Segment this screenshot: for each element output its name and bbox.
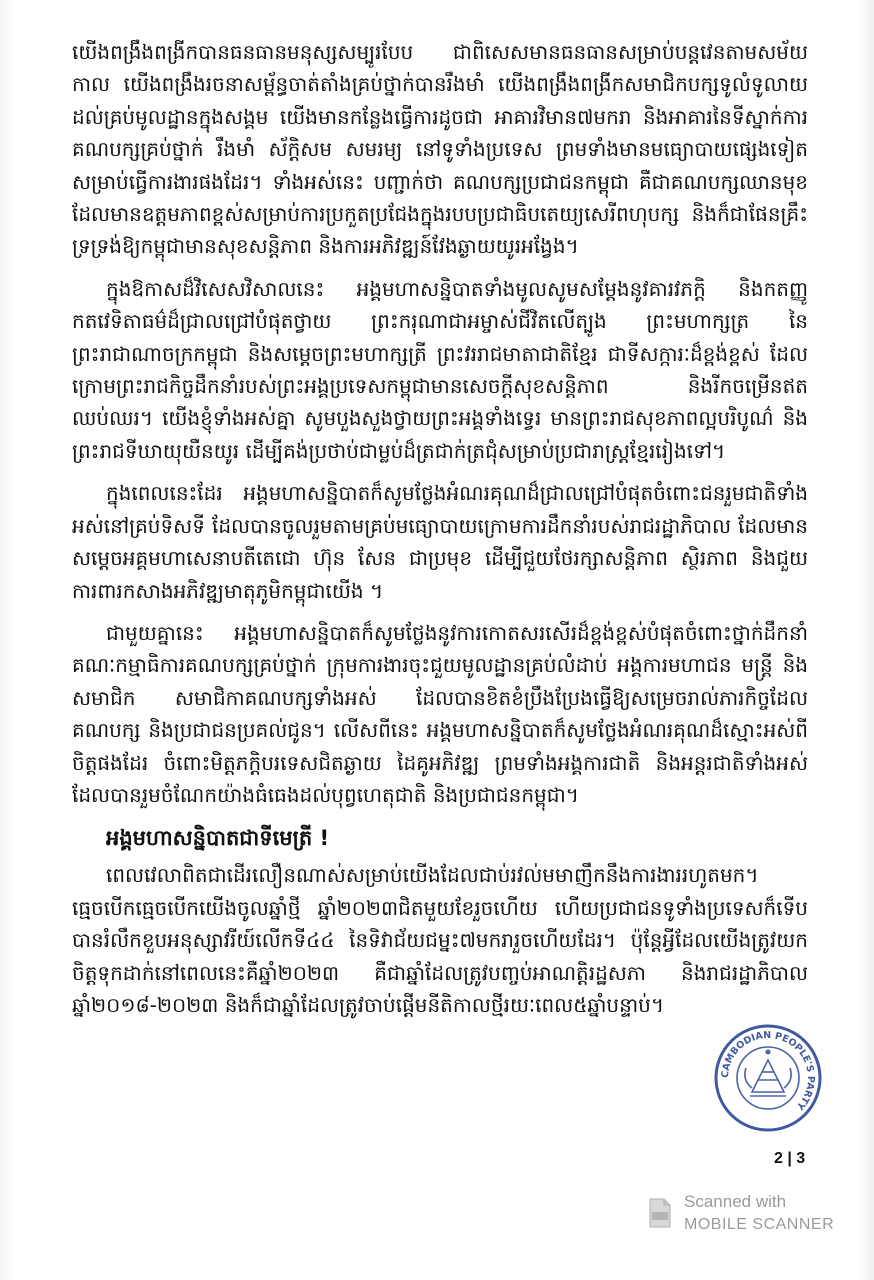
stamp-party-text: CAMBODIAN PEOPLE'S PARTY bbox=[719, 1029, 817, 1112]
paragraph-4: ជាមួយគ្នានេះ អង្គមហាសន្និបាតក៏សូមថ្លែងនូវការកោតសរសើរដ៏ខ្ពង់ខ្ពស់បំផុតចំពោះថ្នាក់ដឹកនាំគណៈកម្មាធិការគណបក្សគ្រប់ថ្នាក់ ក្រុមការងារចុះជួយមូលដ្ឋានគ្រប់លំដាប់ អង្គការមហាជន មន្ត្រី និងសមាជិក សមាជិកាគណបក្សទាំងអស់ ដែលបានខិតខំប្រឹងប្រែងធ្វើឱ្យសម្រេចរាល់ភារកិច្ចដែលគណបក្ស និងប្រជាជនប្រគល់ជូន។ លើសពីនេះ អង្គមហាសន្និបាតក៏សូមថ្លែងអំណរគុណដ៏ស្មោះអស់ពីចិត្តផងដែរ ចំពោះមិត្តភក្តិបរទេសជិតឆ្ងាយ ដៃគូអភិវឌ្ឍ ព្រមទាំងអង្គការជាតិ និងអន្តរជាតិទាំងអស់ ដែលបានរួមចំណែកយ៉ាងធំធេងដល់បុព្វហេតុជាតិ និងប្រជាជនកម្ពុជា។ bbox=[72, 620, 808, 807]
pdf-icon bbox=[648, 1198, 672, 1228]
watermark-line-2: MOBILE SCANNER bbox=[684, 1216, 835, 1233]
document-body bbox=[72, 36, 808, 1031]
paragraph-2: ក្នុងឱកាសដ៏វិសេសវិសាលនេះ អង្គមហាសន្និបាតទាំងមូលសូមសម្តែងនូវគារវភក្តិ និងកតញ្ញូកតវេទិតាធម៌ដ៏ជ្រាលជ្រៅបំផុតថ្វាយ ព្រះករុណាជាអម្ចាស់ជីវិតលើត្បូង ព្រះមហាក្សត្រ នៃព្រះរាជាណាចក្រកម្ពុជា និងសម្តេចព្រះមហាក្សត្រី ព្រះវររាជមាតាជាតិខ្មែរ ជាទីសក្ការៈដ៏ខ្ពង់ខ្ពស់ ដែលក្រោមព្រះរាជកិច្ចដឹកនាំរបស់ព្រះអង្គប្រទេសកម្ពុជាមានសេចក្តីសុខសន្តិភាព និងរីកចម្រើនឥតឈប់ឈរ។ យើងខ្ញុំទាំងអស់គ្នា សូមបួងសួងថ្វាយព្រះអង្គទាំងទ្វេរ មានព្រះរាជសុខភាពល្អបរិបូណ៌ និងព្រះរាជទីឃាយុយឺនយូរ ដើម្បីគង់ប្រថាប់ជាម្លប់ដ៏ត្រជាក់ត្រជុំសម្រាប់ប្រជារាស្ត្រខ្មែររៀងទៅ។ bbox=[72, 276, 808, 463]
paragraph-5: ពេលវេលាពិតជាដើរលឿនណាស់សម្រាប់យើងដែលជាប់រវល់មមាញឹកនឹងការងាររហូតមក។ ធ្មេចបើកធ្មេចបើកយើងចូលឆ្នាំថ្មី ឆ្នាំ២០២៣ជិតមួយខែរួចហើយ ហើយប្រជាជនទូទាំងប្រទេសក៏ទើបបានរំលឹកខួបអនុស្សាវរីយ៍លើកទី៤៤ នៃទិវាជ័យជម្នះ៧មករារួចហើយដែរ។ ប៉ុន្តែអ្វីដែលយើងត្រូវយកចិត្តទុកដាក់នៅពេលនេះគឺឆ្នាំ២០២៣ គឺជាឆ្នាំដែលត្រូវបញ្ចប់អាណត្តិរដ្ឋសភា និងរាជរដ្ឋាភិបាលឆ្នាំ២០១៨-២០២៣ និងក៏ជាឆ្នាំដែលត្រូវចាប់ផ្តើមនីតិកាលថ្មីរយៈពេល៥ឆ្នាំបន្ទាប់។ bbox=[72, 863, 808, 1017]
page-number: 2 | 3 bbox=[774, 1150, 806, 1167]
seal-icon bbox=[712, 1022, 824, 1134]
paragraph-1: យើងពង្រឹងពង្រីកបានធនធានមនុស្សសម្បូរបែប ជាពិសេសមានធនធានសម្រាប់បន្តវេនតាមសម័យកាល យើងពង្រឹងរចនាសម្ព័ន្ធចាត់តាំងគ្រប់ថ្នាក់បានរឹងមាំ យើងពង្រឹងពង្រីកសមាជិកបក្សទូលំទូលាយដល់គ្រប់មូលដ្ឋានក្នុងសង្គម យើងមានកន្លែងធ្វើការដូចជា អាគារវិមាន៧មករា និងអាគារនៃទីស្នាក់ការគណបក្សគ្រប់ថ្នាក់ រឹងមាំ ស័ក្តិសម សមរម្យ នៅទូទាំងប្រទេស ព្រមទាំងមានមធ្យោបាយផ្សេងទៀតសម្រាប់ធ្វើការងារផងដែរ។ ទាំងអស់នេះ បញ្ជាក់ថា គណបក្សប្រជាជនកម្ពុជា គឺជាគណបក្សឈានមុខដែលមានឧត្តមភាពខ្ពស់សម្រាប់ការប្រកួតប្រជែងក្នុងរបបប្រជាធិបតេយ្យសេរីពហុបក្ស និងក៏ជាផែនគ្រឹះទ្រទ្រង់ឱ្យកម្ពុជាមានសុខសន្តិភាព និងការអភិវឌ្ឍន៍វែងឆ្ងាយយូរអង្វែង។ bbox=[72, 40, 808, 259]
scanner-watermark bbox=[648, 1192, 848, 1242]
paragraph-3: ក្នុងពេលនេះដែរ អង្គមហាសន្និបាតក៏សូមថ្លែងអំណរគុណដ៏ជ្រាលជ្រៅបំផុតចំពោះជនរួមជាតិទាំងអស់នៅគ្រប់ទិសទី ដែលបានចូលរួមតាមគ្រប់មធ្យោបាយក្រោមការដឹកនាំរបស់រាជរដ្ឋាភិបាល ដែលមានសម្តេចអគ្គមហាសេនាបតីតេជោ ហ៊ុន សែន ជាប្រមុខ ដើម្បីជួយថែរក្សាសន្តិភាព ស្ថិរភាព និងជួយការពារកសាងអភិវឌ្ឍមាតុភូមិកម្ពុជាយើង ។ bbox=[72, 481, 808, 603]
svg-text:CAMBODIAN PEOPLE'S PARTY bbox=[720, 1030, 816, 1112]
watermark-line-1: Scanned with bbox=[684, 1192, 787, 1211]
section-heading: អង្គមហាសន្និបាតជាទីមេត្រី ! bbox=[106, 826, 330, 851]
